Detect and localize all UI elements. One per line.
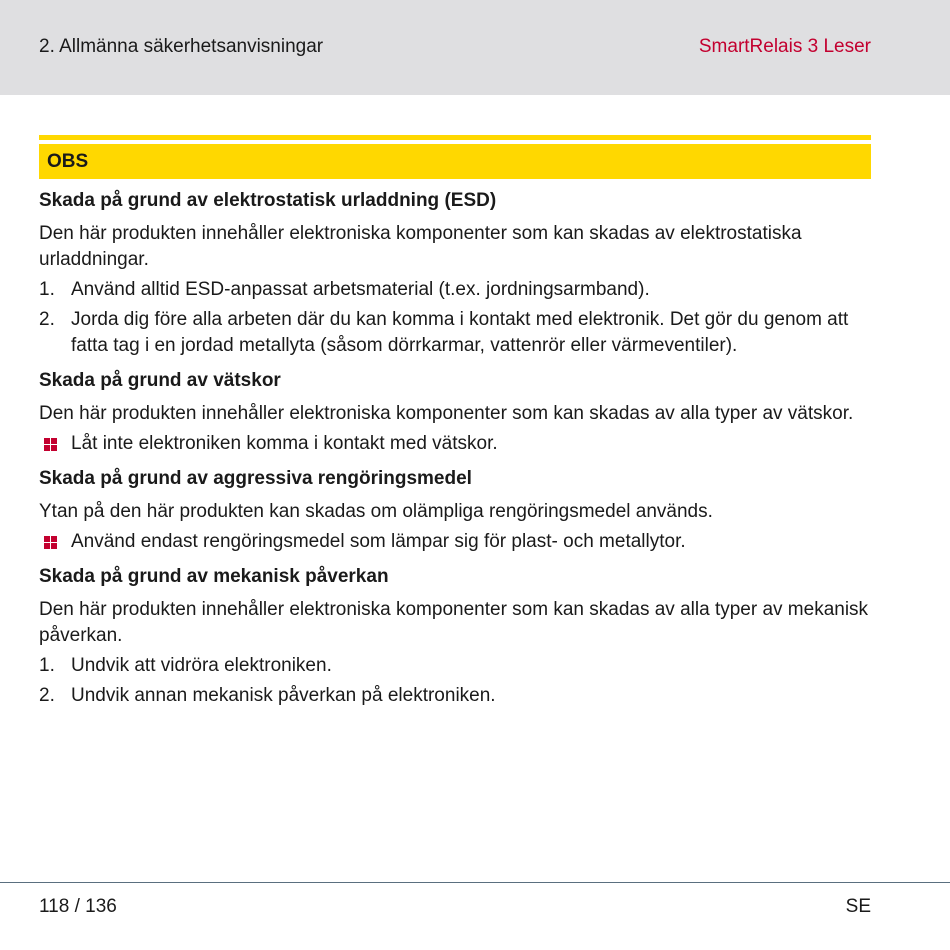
- red-square-bullet-icon: [44, 438, 57, 451]
- list-number: 2.: [39, 685, 55, 706]
- product-name: SmartRelais 3 Leser: [698, 36, 871, 57]
- notice-top-rule: [39, 135, 871, 140]
- notice-block: [39, 135, 871, 713]
- bullet-list-liquids: [39, 431, 871, 457]
- numbered-list-mechanical: [39, 653, 871, 709]
- numbered-list-esd: [39, 277, 871, 359]
- section-heading-mechanical: Skada på grund av mekanisk påverkan: [39, 566, 389, 587]
- language-code: SE: [845, 896, 871, 917]
- section-heading-cleaning: Skada på grund av aggressiva rengöringsmedel: [39, 468, 472, 489]
- footer-rule: [0, 882, 950, 883]
- section-text-esd: Den här produkten innehåller elektroniska komponenter som kan skadas av elektrostatiska urladdningar.: [39, 223, 802, 270]
- list-number: 2.: [39, 309, 55, 330]
- list-item: [39, 307, 871, 359]
- list-item-text: Använd alltid ESD-anpassat arbetsmaterial (t.ex. jordningsarmband).: [71, 279, 650, 300]
- list-item: [39, 529, 871, 555]
- list-item-text: Undvik att vidröra elektroniken.: [71, 655, 332, 676]
- page-header: [0, 0, 950, 95]
- list-number: 1.: [39, 279, 55, 300]
- section-title: 2. Allmänna säkerhetsanvisningar: [39, 36, 324, 57]
- section-text-cleaning: Ytan på den här produkten kan skadas om olämpliga rengöringsmedel används.: [39, 501, 713, 522]
- bullet-list-cleaning: [39, 529, 871, 555]
- list-item: [39, 277, 871, 303]
- section-text-liquids: Den här produkten innehåller elektroniska komponenter som kan skadas av alla typer av vätskor.: [39, 403, 854, 424]
- list-item: [39, 683, 871, 709]
- list-item-text: Undvik annan mekanisk påverkan på elektroniken.: [71, 685, 496, 706]
- list-item-text: Jorda dig före alla arbeten där du kan komma i kontakt med elektronik. Det gör du genom att fatta tag i en jordad metallyta (såsom dörrkarmar, vattenrör eller värmeventiler).: [71, 309, 849, 356]
- section-heading-esd: Skada på grund av elektrostatisk urladdning (ESD): [39, 190, 497, 211]
- notice-label: OBS: [39, 144, 871, 179]
- list-number: 1.: [39, 655, 55, 676]
- list-item-text: Använd endast rengöringsmedel som lämpar sig för plast- och metallytor.: [71, 531, 686, 552]
- page-number: 118 / 136: [39, 896, 117, 917]
- list-item: [39, 431, 871, 457]
- red-square-bullet-icon: [44, 536, 57, 549]
- section-heading-liquids: Skada på grund av vätskor: [39, 370, 281, 391]
- section-text-mechanical: Den här produkten innehåller elektroniska komponenter som kan skadas av alla typer av mekanisk påverkan.: [39, 599, 869, 646]
- list-item-text: Låt inte elektroniken komma i kontakt med vätskor.: [71, 433, 498, 454]
- list-item: [39, 653, 871, 679]
